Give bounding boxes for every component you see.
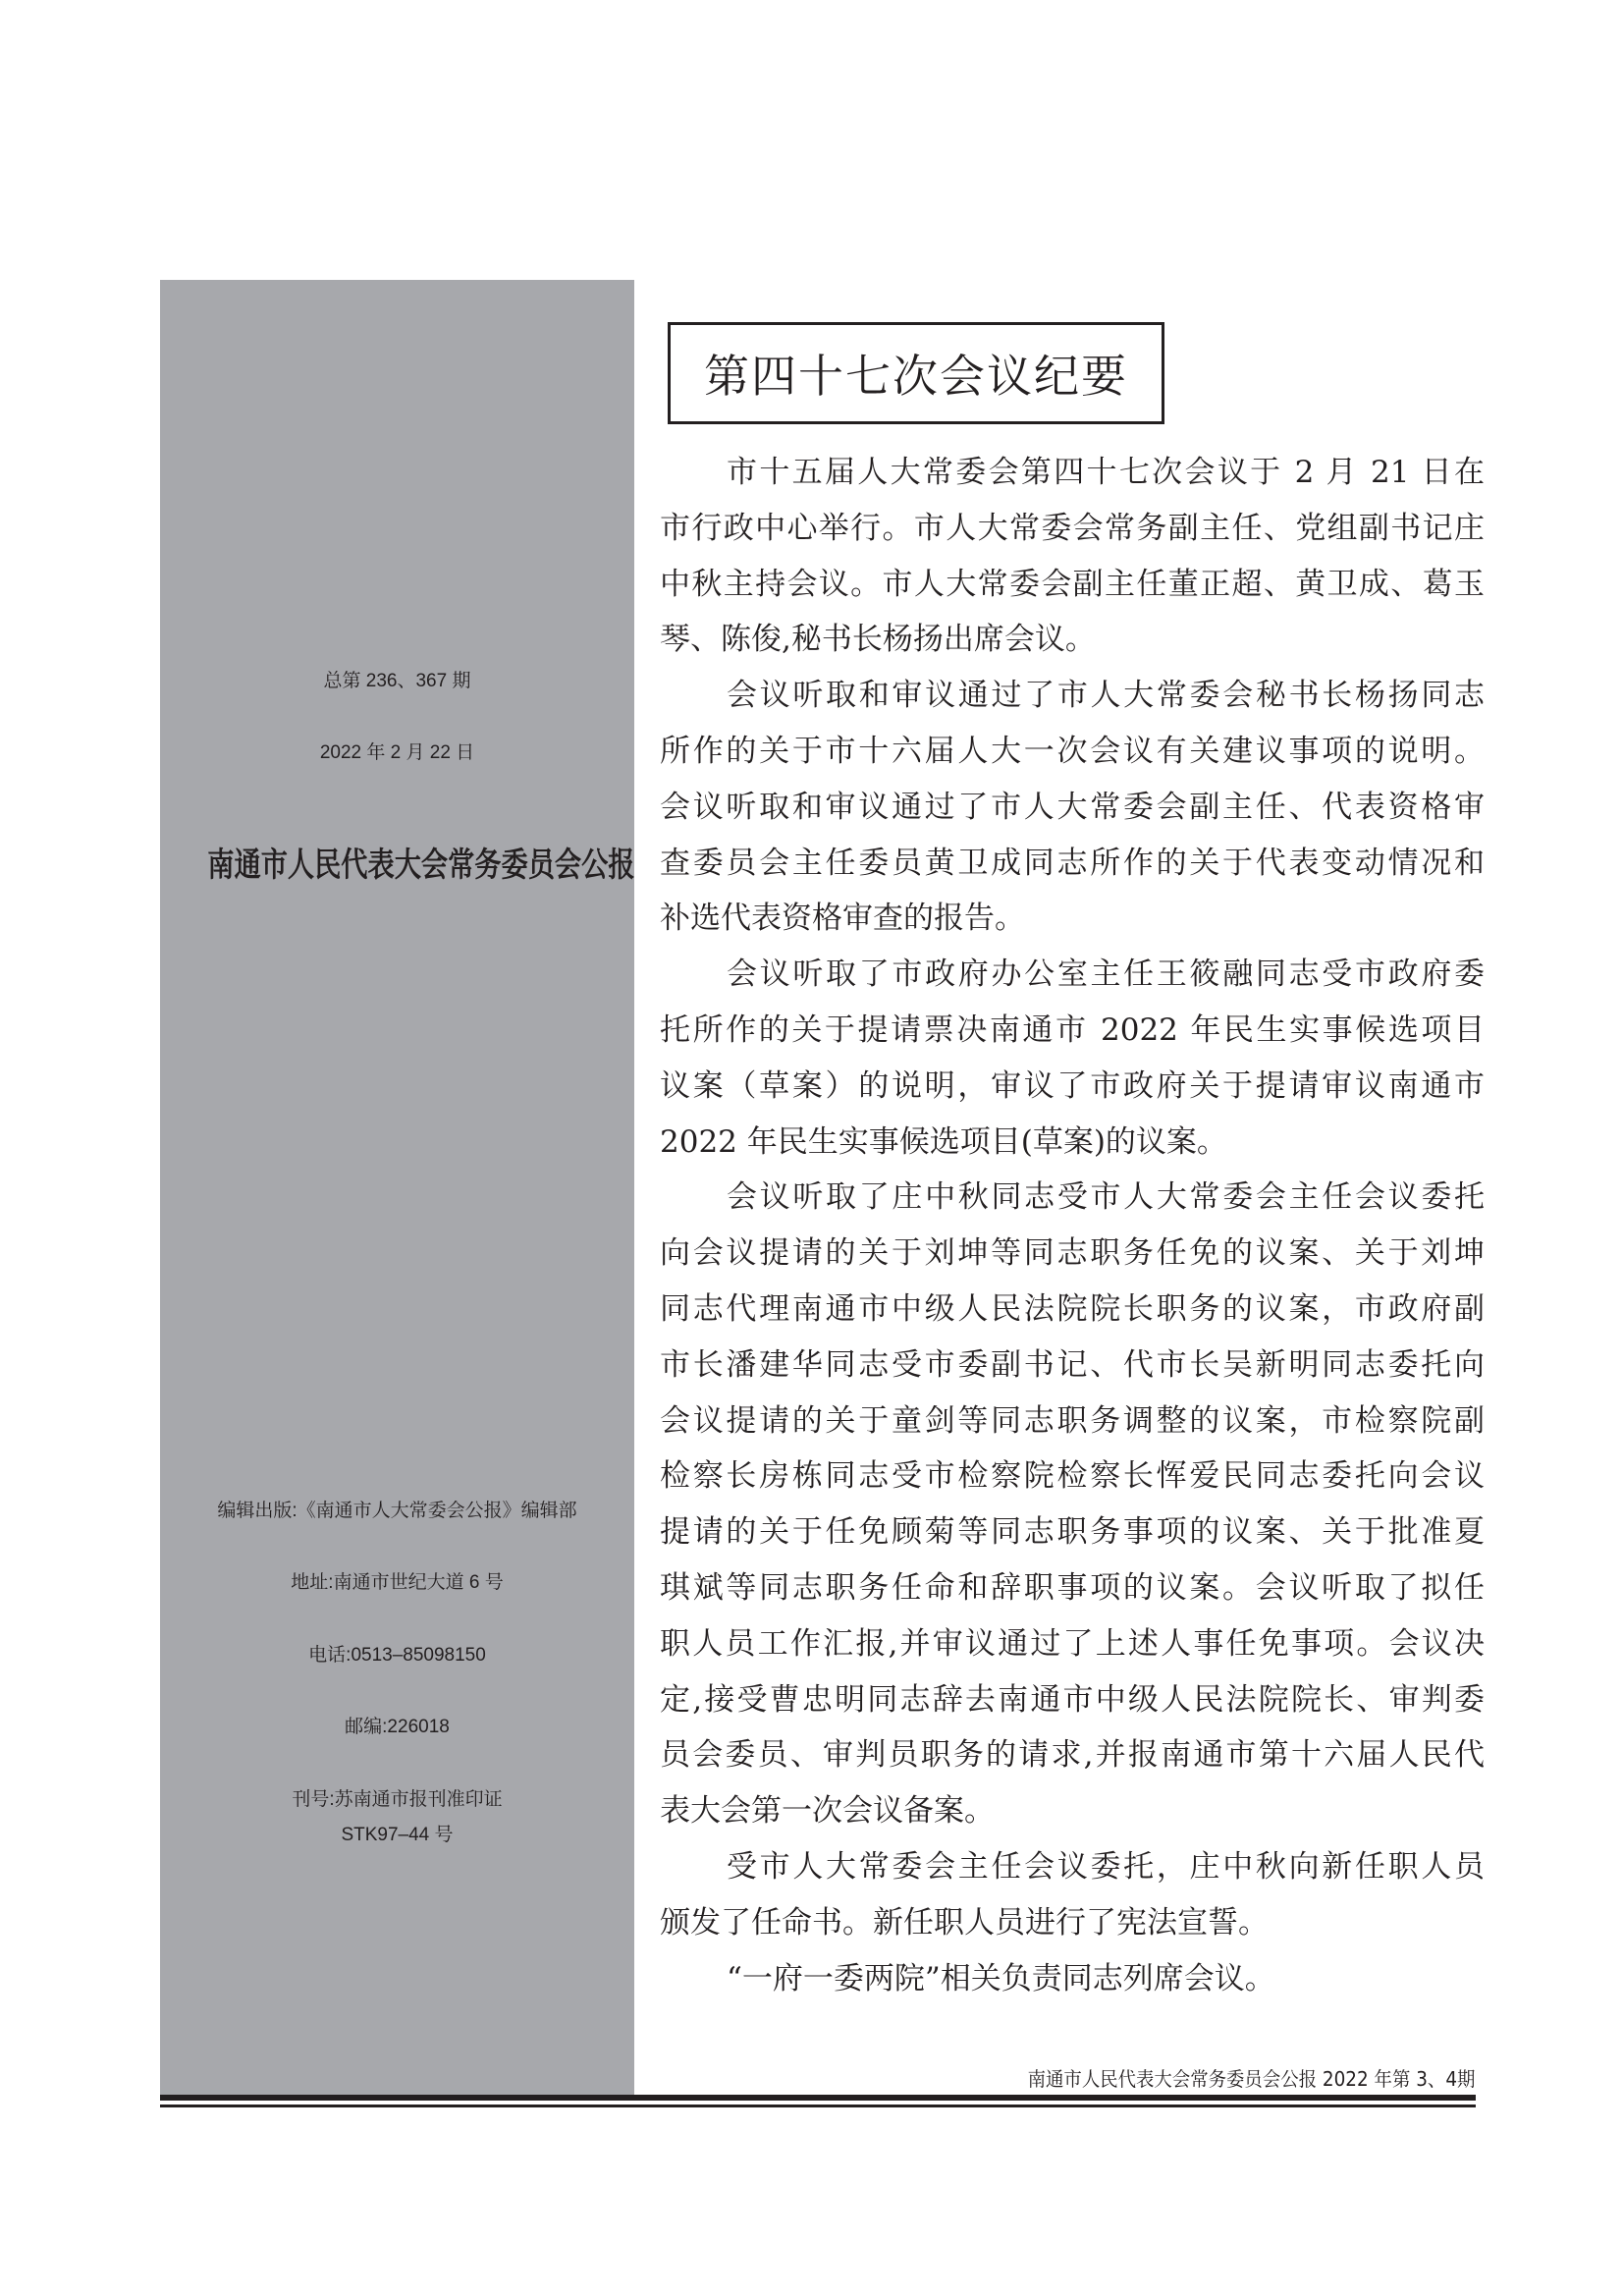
phone-info: 电话:0513–85098150 — [308, 1645, 486, 1666]
article-line: 职人员工作汇报,并审议通过了上述人事任免事项。会议决 — [660, 1625, 1485, 1662]
article-line: “一府一委两院”相关负责同志列席会议。 — [727, 1960, 1275, 1996]
address-info: 地址:南通市世纪大道 6 号 — [291, 1572, 504, 1593]
article-line: 会议听取了庄中秋同志受市人大常委会主任会议委托 — [727, 1179, 1485, 1216]
article-line: 2022 年民生实事候选项目(草案)的议案。 — [660, 1123, 1227, 1160]
article-title-box — [668, 322, 1164, 424]
article-line: 查委员会主任委员黄卫成同志所作的关于代表变动情况和 — [660, 845, 1485, 881]
article-line: 员会委员、审判员职务的请求,并报南通市第十六届人民代 — [660, 1737, 1485, 1774]
article-line: 市长潘建华同志受市委副书记、代市长吴新明同志委托向 — [660, 1346, 1485, 1383]
article-line: 检察长房栋同志受市检察院检察长恽爱民同志委托向会议 — [660, 1458, 1485, 1495]
permit-info-line2: STK97–44 号 — [341, 1825, 454, 1845]
article-line: 会议听取和审议通过了市人大常委会副主任、代表资格审 — [660, 789, 1485, 825]
editor-info: 编辑出版:《南通市人大常委会公报》编辑部 — [217, 1501, 577, 1521]
article-line: 定,接受曹忠明同志辞去南通市中级人民法院院长、审判委 — [660, 1681, 1485, 1718]
footer-rule-thick — [160, 2095, 1476, 2101]
issue-number: 总第 236、367 期 — [323, 671, 471, 691]
article-line: 表大会第一次会议备案。 — [660, 1793, 995, 1830]
sidebar-panel — [160, 280, 634, 2095]
running-footer: 南通市人民代表大会常务委员会公报 2022 年第 3、4期 — [1027, 2067, 1475, 2091]
article-line: 同志代理南通市中级人民法院院长职务的议案，市政府副 — [660, 1290, 1485, 1327]
article-line: 中秋主持会议。市人大常委会副主任董正超、黄卫成、葛玉 — [660, 566, 1485, 602]
issue-date: 2022 年 2 月 22 日 — [319, 742, 475, 763]
publication-title: 南通市人民代表大会常务委员会公报 — [207, 846, 635, 885]
article-title: 第四十七次会议纪要 — [704, 350, 1128, 403]
article-line: 向会议提请的关于刘坤等同志职务任免的议案、关于刘坤 — [660, 1235, 1485, 1272]
article-line: 会议提请的关于童剑等同志职务调整的议案，市检察院副 — [660, 1402, 1485, 1439]
article-line: 受市人大常委会主任会议委托，庄中秋向新任职人员 — [727, 1848, 1485, 1885]
article-line: 议案（草案）的说明，审议了市政府关于提请审议南通市 — [660, 1067, 1485, 1104]
article-line: 会议听取和审议通过了市人大常委会秘书长杨扬同志 — [727, 678, 1485, 714]
article-line: 托所作的关于提请票决南通市 2022 年民生实事候选项目 — [660, 1011, 1485, 1048]
article-line: 琪斌等同志职务任命和辞职事项的议案。会议听取了拟任 — [660, 1569, 1485, 1606]
article-line: 琴、陈俊,秘书长杨扬出席会议。 — [660, 622, 1096, 658]
article-line: 所作的关于市十六届人大一次会议有关建议事项的说明。 — [660, 733, 1485, 769]
article-body — [660, 445, 1485, 2006]
article-line: 市十五届人大常委会第四十七次会议于 2 月 21 日在 — [727, 455, 1485, 490]
article-line: 颁发了任命书。新任职人员进行了宪法宣誓。 — [660, 1904, 1269, 1941]
article-line: 会议听取了市政府办公室主任王筱融同志受市政府委 — [727, 957, 1485, 993]
article-line: 补选代表资格审查的报告。 — [660, 901, 1025, 937]
footer-rule-thin — [160, 2105, 1476, 2107]
article-line: 市行政中心举行。市人大常委会常务副主任、党组副书记庄 — [660, 510, 1485, 546]
permit-info-line1: 刊号:苏南通市报刊准印证 — [292, 1789, 503, 1810]
postcode-info: 邮编:226018 — [345, 1717, 450, 1737]
article-line: 提请的关于任免顾菊等同志职务事项的议案、关于批准夏 — [660, 1514, 1485, 1551]
